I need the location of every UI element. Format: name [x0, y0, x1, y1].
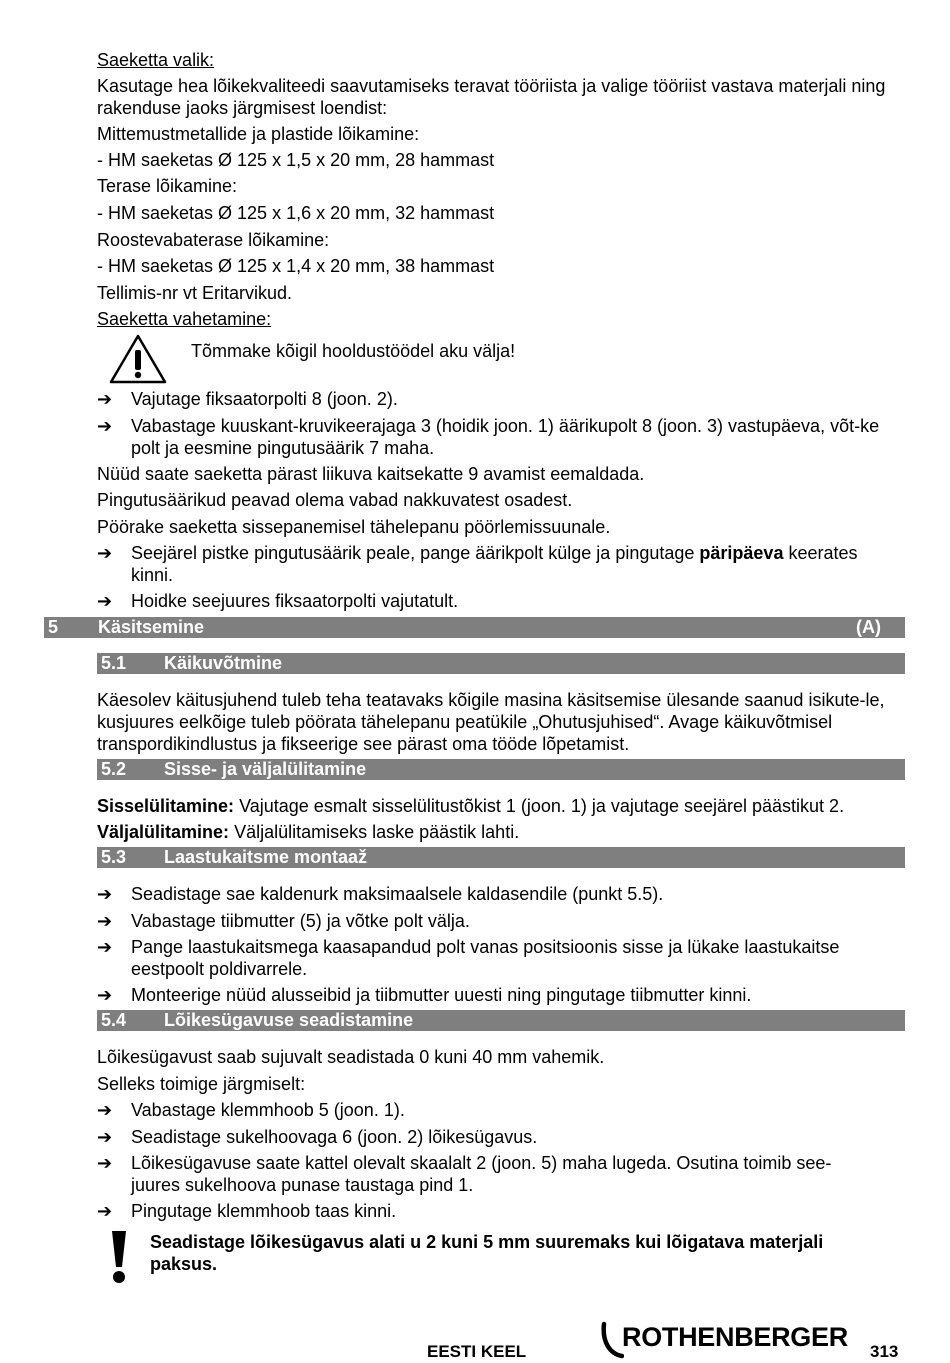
arrow-icon: ➔	[97, 591, 113, 611]
section-tag: (A)	[856, 617, 881, 637]
paragraph: Pöörake saeketta sissepanemisel tähelepanu pöörlemissuunale.	[97, 517, 611, 537]
brand-name: ROTHENBERGER	[622, 1322, 848, 1352]
list-item: Seadistage sukelhoovaga 6 (joon. 2) lõikesügavus.	[131, 1127, 538, 1147]
list-item	[131, 542, 896, 586]
label: Väljalülitamine:	[97, 822, 230, 842]
list-item: - HM saeketas Ø 125 x 1,6 x 20 mm, 32 hammast	[97, 203, 495, 223]
list-item: - HM saeketas Ø 125 x 1,5 x 20 mm, 28 hammast	[97, 150, 495, 170]
subsection-heading	[97, 847, 905, 868]
arrow-icon: ➔	[97, 1127, 113, 1147]
paragraph: Käesolev käitusjuhend tuleb teha teatavaks kõigile masina käsitsemise ülesande saanud isikute-le, kusjuures eelkõige tuleb pöörata tähelepanu peatükile „Ohutusjuhised“. Avage käikuvõtmisel transpordikindlustus ja fikseerige see pärast oma tööde lõpetamist.	[97, 690, 885, 754]
arrow-icon: ➔	[97, 937, 113, 957]
exclamation-icon	[108, 1229, 130, 1285]
subsection-heading	[97, 653, 905, 674]
list-item: Vabastage klemmhoob 5 (joon. 1).	[131, 1100, 405, 1120]
list-item: Roostevabaterase lõikamine:	[97, 230, 330, 250]
list-item: Tellimis-nr vt Eritarvikud.	[97, 283, 293, 303]
arrow-icon: ➔	[97, 1153, 113, 1173]
warning-text: Tõmmake kõigil hooldustöödel aku välja!	[191, 341, 516, 361]
logo-swoosh-icon	[600, 1320, 624, 1360]
paragraph	[97, 795, 903, 817]
subsection-title: Laastukaitsme montaaž	[164, 847, 368, 867]
arrow-icon: ➔	[97, 416, 113, 436]
step-text: keerates kinni.	[131, 543, 858, 585]
subsection-number: 5.1	[101, 653, 127, 673]
list-item: Vabastage kuuskant-kruvikeerajaga 3 (hoidik joon. 1) äärikupolt 8 (joon. 3) vastupäeva, võt-ke polt ja eesmine pingutusäärik 7 maha.	[131, 416, 880, 458]
list-item: Vabastage tiibmutter (5) ja võtke polt välja.	[131, 911, 470, 931]
arrow-icon: ➔	[97, 884, 113, 904]
arrow-icon: ➔	[97, 1201, 113, 1221]
brand-logo	[600, 1320, 855, 1360]
blade-change-heading: Saeketta vahetamine:	[97, 309, 272, 329]
text: Vajutage esmalt sisselülitustõkist 1 (joon. 1) ja vajutage seejärel päästikut 2.	[239, 796, 845, 816]
footer-language: EESTI KEEL	[427, 1342, 527, 1361]
subsection-title: Sisse- ja väljalülitamine	[164, 759, 367, 779]
page-number: 313	[870, 1342, 899, 1361]
arrow-icon: ➔	[97, 985, 113, 1005]
subsection-heading	[97, 1010, 905, 1031]
subsection-number: 5.3	[101, 847, 127, 867]
subsection-number: 5.2	[101, 759, 127, 779]
subsection-title: Lõikesügavuse seadistamine	[164, 1010, 414, 1030]
list-item: Lõikesügavuse saate kattel olevalt skaalalt 2 (joon. 5) maha lugeda. Osutina toimib see-juures sukelhoova punase taustaga pind 1.	[131, 1153, 832, 1195]
paragraph: Nüüd saate saeketta pärast liikuva kaitsekatte 9 avamist eemaldada.	[97, 464, 645, 484]
arrow-icon: ➔	[97, 911, 113, 931]
subsection-heading	[97, 759, 905, 780]
list-item: Pange laastukaitsmega kaasapandud polt vanas positsioonis sisse ja lükake laastukaitse eestpoolt poldivarrele.	[131, 937, 840, 979]
section-title: Käsitsemine	[98, 617, 205, 637]
subsection-number: 5.4	[101, 1010, 127, 1030]
blade-selection-heading: Saeketta valik:	[97, 50, 215, 70]
step-text: Seejärel pistke pingutusäärik peale, pange äärikpolt külge ja pingutage	[131, 543, 695, 563]
warning-triangle-icon	[108, 333, 168, 385]
note-text: Seadistage lõikesügavus alati u 2 kuni 5 mm suuremaks kui lõigatava materjali paksus.	[150, 1232, 824, 1274]
paragraph: Lõikesügavust saab sujuvalt seadistada 0 kuni 40 mm vahemik.	[97, 1047, 605, 1067]
list-item: - HM saeketas Ø 125 x 1,4 x 20 mm, 38 hammast	[97, 256, 495, 276]
paragraph	[97, 821, 897, 843]
arrow-icon: ➔	[97, 389, 113, 409]
list-item: Monteerige nüüd alusseibid ja tiibmutter uuesti ning pingutage tiibmutter kinni.	[131, 985, 752, 1005]
list-item: Mittemustmetallide ja plastide lõikamine:	[97, 124, 420, 144]
list-item: Pingutage klemmhoob taas kinni.	[131, 1201, 397, 1221]
blade-selection-intro: Kasutage hea lõikekvaliteedi saavutamiseks teravat tööriista ja valige tööriist vastava materjali ning rakenduse jaoks järgmisest loendist:	[97, 76, 886, 118]
step-bold-text: päripäeva	[699, 543, 784, 563]
list-item: Seadistage sae kaldenurk maksimaalsele kaldasendile (punkt 5.5).	[131, 884, 664, 904]
paragraph: Pingutusäärikud peavad olema vabad nakkuvatest osadest.	[97, 490, 573, 510]
section-number: 5	[48, 617, 59, 637]
text: Väljalülitamiseks laske päästik lahti.	[234, 822, 520, 842]
list-item: Terase lõikamine:	[97, 176, 238, 196]
section-heading	[44, 617, 905, 638]
arrow-icon: ➔	[97, 543, 113, 563]
list-item: Vajutage fiksaatorpolti 8 (joon. 2).	[131, 389, 398, 409]
paragraph: Selleks toimige järgmiselt:	[97, 1074, 306, 1094]
list-item: Hoidke seejuures fiksaatorpolti vajutatult.	[131, 591, 459, 611]
arrow-icon: ➔	[97, 1100, 113, 1120]
label: Sisselülitamine:	[97, 796, 235, 816]
subsection-title: Käikuvõtmine	[164, 653, 283, 673]
